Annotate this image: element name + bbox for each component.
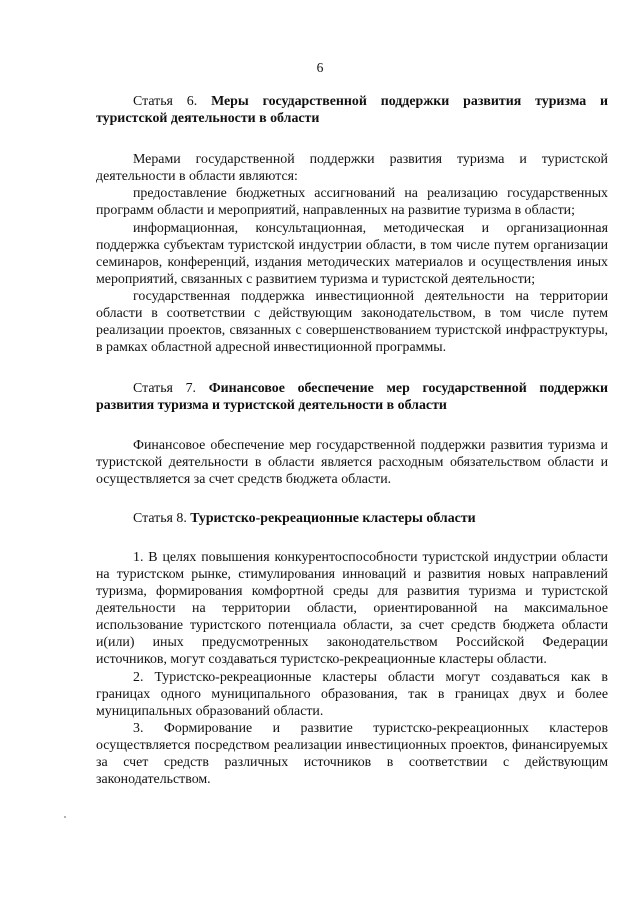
article-8-heading bbox=[96, 510, 608, 527]
article-8-paragraph-3: 3. Формирование и развитие туристско-рекреационных кластеров осуществляется посредством реализации инвестиционных проектов, финансируемых за счет средств различных источников в соответствии с действующим законодательством. bbox=[96, 720, 608, 788]
article-7-paragraph-1: Финансовое обеспечение мер государственной поддержки развития туризма и туристской деятельности в области является расходным обязательством области и осуществляется за счет средств бюджета области. bbox=[96, 437, 608, 487]
article-8-prefix: Статья 8. bbox=[133, 510, 187, 526]
article-6-paragraph-3: информационная, консультационная, методическая и организационная поддержка субъектам туристской индустрии области, в том числе путем организации семинаров, конференций, издания методических материалов и осуществления иных мероприятий, связанных с развитием туризма и туристской деятельности; bbox=[96, 220, 608, 287]
article-8-paragraph-2: 2. Туристско-рекреационные кластеры области могут создаваться как в границах одного муниципального образования, так в границах двух и более муниципальных образований области. bbox=[96, 669, 608, 719]
scan-artifact bbox=[64, 816, 66, 818]
article-7-title: Финансовое обеспечение мер государственной поддержки развития туризма и туристской деятельности в области bbox=[96, 381, 609, 414]
document-body bbox=[96, 93, 608, 788]
page-number: 6 bbox=[316, 60, 324, 75]
article-6-title: Меры государственной поддержки развития туризма и туристской деятельности в области bbox=[96, 94, 608, 127]
article-6-paragraph-2: предоставление бюджетных ассигнований на реализацию государственных программ области и мероприятий, направленных на развитие туризма в области; bbox=[96, 186, 608, 219]
article-6-heading bbox=[96, 93, 608, 127]
article-6-prefix: Статья 6. bbox=[133, 94, 198, 109]
article-7-prefix: Статья 7. bbox=[133, 381, 197, 397]
article-6-paragraph-4: государственная поддержка инвестиционной деятельности на территории области в соответствии с действующим законодательством, в том числе путем реализации проектов, связанных с совершенствованием туристской инфраструктуры, в рамках областной адресной инвестиционной программы. bbox=[96, 288, 608, 356]
article-7-heading bbox=[96, 380, 608, 414]
article-8-title: Туристско-рекреационные кластеры области bbox=[190, 510, 476, 526]
article-8-paragraph-1: 1. В целях повышения конкурентоспособности туристской индустрии области на туристском рынке, стимулирования инноваций и развития новых направлений туризма, формирования комфортной среды для развития туризма и туристской деятельности на территории области, ориентированной на максимальное использование туристского потенциала области, за счет средств бюджета области и(или) иных предусмотренных законодательством Российской Федерации источников, могут создаваться туристско-рекреационные кластеры области. bbox=[96, 549, 608, 668]
article-6-paragraph-1: Мерами государственной поддержки развития туризма и туристской деятельности в области являются: bbox=[96, 152, 608, 185]
